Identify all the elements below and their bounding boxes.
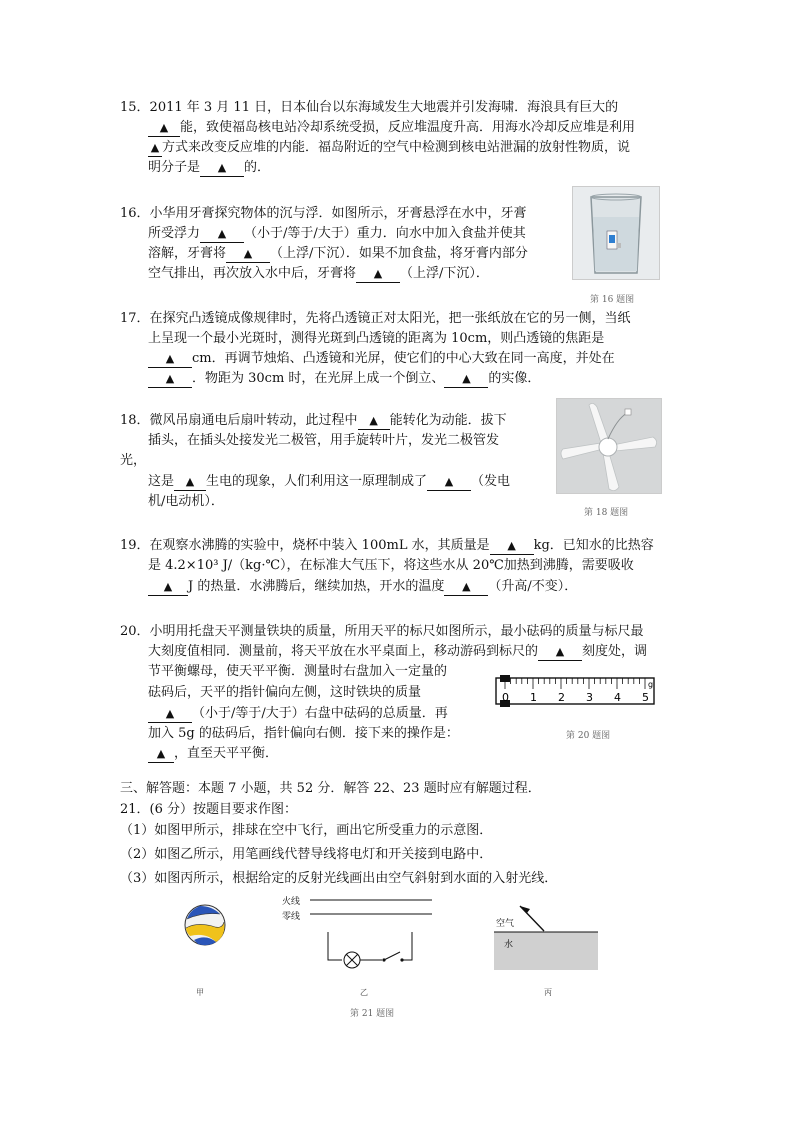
q16-text-2b: （小于/等于/大于）重力．向水中加入食盐并使其: [244, 226, 526, 241]
q15-number: 15．: [120, 100, 150, 115]
answer-blank: ▲: [148, 706, 192, 723]
answer-blank: ▲: [200, 226, 244, 243]
reflection-figure: [492, 896, 604, 976]
q16-text-4b: （上浮/下沉）．: [400, 266, 489, 281]
q20-line4: [148, 683, 421, 703]
q18-text-4c: （发电: [471, 474, 511, 489]
balance-scale-ruler: [494, 674, 660, 712]
q20-line7: [148, 744, 278, 764]
q18-text-4b: 生电的现象，人们利用这一原理制成了: [206, 474, 428, 489]
q20-text-5: （小于/等于/大于）右盘中砝码的总质量．再: [192, 706, 448, 721]
q17-line4: [148, 369, 540, 389]
q15-text-3: 方式来改变反应堆的内能．福岛附近的空气中检测到核电站泄漏的放射性物质，说: [162, 140, 631, 155]
q20-line3: [148, 662, 447, 682]
circuit-diagram: [300, 896, 440, 976]
answer-blank: ▲: [490, 538, 534, 555]
q17-line2: [148, 329, 604, 349]
q19-text-3b: （升高/不变）．: [488, 579, 578, 594]
glass-illustration: [573, 187, 659, 279]
answer-blank: ▲: [174, 474, 206, 491]
q15-text-2: 能，致使福岛核电站冷却系统受损，反应堆温度升高．用海水冷却反应堆是利用: [180, 120, 636, 135]
q17-text-4a: ．物距为 30cm 时，在光屏上成一个倒立、: [192, 371, 445, 386]
water-label: 水: [504, 940, 514, 950]
answer-blank: ▲: [226, 246, 270, 263]
q16-line2: [148, 224, 526, 244]
q19-text-2: 是 4.2×10³ J/（kg·℃），在标准大气压下，将这些水从 20℃加热到沸腾，需要吸收: [148, 558, 634, 573]
q19-number: 19．: [120, 538, 150, 553]
q17-text-2: 上呈现一个最小光斑时，测得光斑到凸透镜的距离为 10cm，则凸透镜的焦距是: [148, 331, 605, 346]
volleyball-figure: [182, 902, 228, 948]
q20-line6: [148, 724, 459, 744]
toothpaste-glass-photo: [572, 186, 660, 280]
q20-number: 20．: [120, 624, 150, 639]
q17-text-1: 在探究凸透镜成像规律时，先将凸透镜正对太阳光，把一张纸放在它的另一侧，当纸: [149, 311, 631, 326]
q15-line3: [148, 138, 630, 158]
answer-blank: ▲: [148, 351, 192, 368]
q18-line3: [120, 451, 146, 471]
scale-label: 0: [502, 691, 509, 704]
q18-text-1a: 微风吊扇通电后扇叶转动，此过程中: [149, 413, 358, 428]
answer-blank: ▲: [148, 746, 174, 763]
q16-line1: [120, 204, 527, 224]
q20-text-2b: 刻度处，调: [582, 644, 648, 659]
q15-text-1: 2011 年 3 月 11 日，日本仙台以东海域发生大地震并引发海啸．海浪具有巨大的: [149, 100, 619, 115]
q20-line1: [120, 622, 644, 642]
answer-blank: ▲: [200, 160, 244, 177]
q18-text-1b: 能转化为动能．拔下: [389, 413, 507, 428]
q19-text-1b: kg．已知水的比热容: [533, 538, 654, 553]
q15-text-4b: 的．: [244, 160, 271, 175]
rider-top: [500, 675, 510, 682]
answer-blank: ▲: [148, 371, 192, 388]
q15-line2: [148, 118, 635, 138]
q17-line3: [148, 349, 615, 369]
q16-number: 16．: [120, 206, 150, 221]
q21-item-2: （2）如图乙所示，用笔画线代替导线将电灯和开关接到电路中．: [120, 847, 493, 862]
q20-text-3: 节平衡螺母，使天平平衡．测量时右盘加入一定量的: [148, 664, 448, 679]
section-3-heading: 三、解答题：本题 7 小题，共 52 分．解答 22、23 题时应有解题过程．: [120, 781, 541, 796]
q20-text-1: 小明用托盘天平测量铁块的质量，所用天平的标尺如图所示，最小砝码的质量与标尺最: [149, 624, 644, 639]
q18-text-3: 光，: [120, 453, 147, 468]
q18-text-2: 插头，在插头处接发光二极管，用手旋转叶片，发光二极管发: [148, 433, 500, 448]
q18-text-5: 机/电动机）．: [148, 494, 224, 509]
answer-blank: ▲: [427, 474, 471, 491]
q16-line3: [148, 244, 528, 264]
q20-line5: [148, 704, 448, 724]
answer-blank: ▲: [356, 266, 400, 283]
q16-text-2a: 所受浮力: [148, 226, 201, 241]
q17-number: 17．: [120, 311, 150, 326]
scale-label: 4: [614, 691, 621, 704]
q16-line4: [148, 264, 489, 284]
q16-text-1: 小华用牙膏探究物体的沉与浮．如图所示，牙膏悬浮在水中，牙膏: [149, 206, 527, 221]
scale-unit: g: [648, 680, 654, 689]
figure-20-caption: 第 20 题图: [566, 731, 611, 741]
q15-line1: [120, 98, 618, 118]
scale-label: 1: [530, 691, 537, 704]
neutral-wire-label: 零线: [282, 912, 301, 922]
q19-line2: [148, 556, 634, 576]
reflected-ray: [520, 906, 544, 931]
q20-text-7: ，直至天平平衡．: [174, 746, 279, 761]
scale-label: 5: [642, 691, 649, 704]
figure-a-label: 甲: [196, 988, 204, 997]
q19-text-3a: J 的热量．水沸腾后，继续加热，开水的温度: [188, 579, 445, 594]
air-label: 空气: [496, 919, 515, 929]
scale-label: 2: [558, 691, 565, 704]
q15-line4: [148, 158, 270, 178]
q18-line2: [148, 431, 499, 451]
q16-text-3a: 溶解，牙膏将: [148, 246, 227, 261]
q19-line3: [148, 577, 577, 597]
q20-line2: [148, 642, 647, 662]
fan-illustration: [557, 399, 661, 493]
q18-line5: [148, 492, 224, 512]
q15-text-4a: 明分子是: [148, 160, 201, 175]
q17-text-3: cm．再调节烛焰、凸透镜和光屏，使它们的中心大致在同一高度，并处在: [192, 351, 615, 366]
answer-blank: ▲: [358, 413, 390, 430]
figure-b-label: 乙: [360, 988, 368, 997]
answer-blank: ▲: [148, 120, 180, 137]
answer-blank: ▲: [444, 371, 488, 388]
ceiling-fan-photo: [556, 398, 662, 494]
fire-wire-label: 火线: [282, 897, 301, 907]
q17-line1: [120, 309, 631, 329]
answer-blank: ▲: [538, 644, 582, 661]
answer-blank: ▲: [148, 579, 188, 596]
q21-item-3: （3）如图丙所示，根据给定的反射光线画出由空气斜射到水面的入射光线．: [120, 871, 558, 886]
q20-text-4: 砝码后，天平的指针偏向左侧，这时铁块的质量: [148, 685, 422, 700]
q17-text-4b: 的实像．: [488, 371, 541, 386]
q19-text-1a: 在观察水沸腾的实验中，烧杯中装入 100mL 水，其质量是: [149, 538, 490, 553]
q18-line1: [120, 411, 507, 431]
scale-label: 3: [586, 691, 593, 704]
q19-line1: [120, 536, 654, 556]
q18-text-4a: 这是: [148, 474, 175, 489]
figure-c-label: 丙: [544, 988, 552, 997]
q21-item-1: （1）如图甲所示，排球在空中飞行，画出它所受重力的示意图．: [120, 823, 493, 838]
switch-blade: [384, 952, 400, 960]
q20-text-6: 加入 5g 的砝码后，指针偏向右侧．接下来的操作是：: [148, 726, 459, 741]
q16-text-3b: （上浮/下沉）．如果不加食盐，将牙膏内部分: [270, 246, 528, 261]
q20-text-2a: 大刻度值相同．测量前，将天平放在水平桌面上，移动游码到标尺的: [148, 644, 539, 659]
q16-text-4a: 空气排出，再次放入水中后，牙膏将: [148, 266, 357, 281]
figure-18-caption: 第 18 题图: [584, 508, 629, 518]
answer-blank: ▲: [148, 140, 162, 157]
figure-16-caption: 第 16 题图: [590, 295, 635, 305]
answer-blank: ▲: [444, 579, 488, 596]
q18-number: 18．: [120, 413, 150, 428]
figure-21-caption: 第 21 题图: [350, 1009, 395, 1019]
q18-line4: [148, 472, 510, 492]
q21-title: 21．(6 分）按题目要求作图：: [120, 802, 298, 817]
